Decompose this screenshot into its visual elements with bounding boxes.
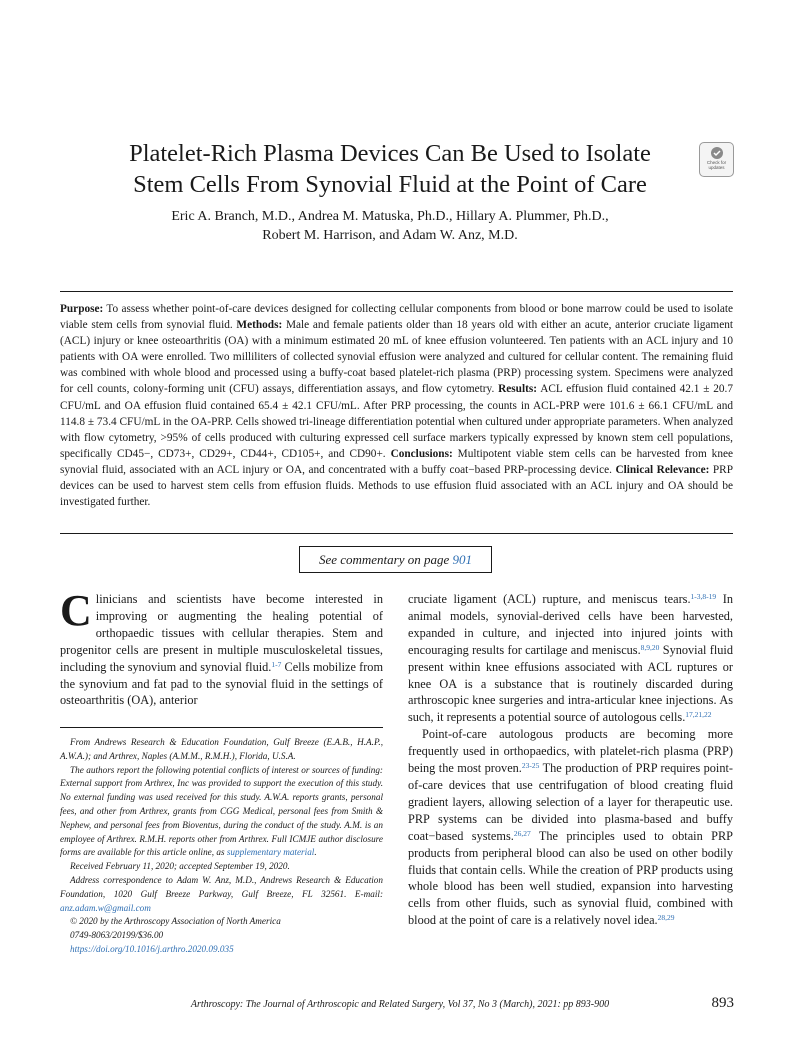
check-for-updates-badge[interactable] [699,142,734,177]
results-label: Results: [498,383,538,396]
correspondence-note [60,874,383,915]
citation-link[interactable]: 23-25 [521,761,540,771]
relevance-text: PRP devices can be used to harvest stem cells from effusion fluids. Methods to use effusion fluid associated with an ACL injury and OA should be investigated further. [60,463,733,509]
results-text: ACL effusion fluid contained 42.1 ± 20.7 CFU/mL and OA effusion fluid contained 65.4 ± 42.1 CFU/mL. After PRP processing, the counts in ACL-PRP were 101.6 ± 66.1 CFU/mL and 114.8 ± 73.4 CFU/mL in the OA-PRP. Cells showed tri-lineage differentiation potential when cultured under appropriate parameters. When analyzed with flow cytometry, >95% of cells produced with culturing expressed cell surface markers typically expressed by known stem cell populations, specifically CD45−, CD73+, CD29+, CD44+, CD105+, and CD90+. [60,383,734,460]
author-list [100,207,680,245]
abstract-bottom-rule [60,533,733,534]
intro-text-2: In animal models, synovial-derived cells have been harvested, expanded in culture, and injected into injured joints with encouraging results for cartilage and meniscus. [408,592,733,657]
footnotes [60,736,383,957]
footnote-rule [60,727,383,728]
intro-paragraph-1-cont: Cells mobilize from the synovium and fat pad to the synovial fluid in the settings of osteoarthritis (OA), anterior [60,659,384,708]
purpose-text: To assess whether point-of-care devices designed for collecting cellular components from blood or bone marrow could be used to isolate viable stem cells from synovial fluid. [60,303,733,332]
commentary-box [299,546,492,573]
commentary-text: See commentary on page [318,552,453,567]
conflict-note: The authors report the following potential conflicts of interest or sources of funding: External support from Arthrex, Inc was provided to support the execution of this study. No external funding was used received for this study. A.W.A. reports grants, personal fees, and other from Arthrex, grants from CGG Medical, personal fees from Smith & Nephew, and personal fees from Bioventus, during the conduct of the study. A.M. is an employee of Arthrex. R.M.H. reports other from Arthrex. Full ICMJE author disclosure forms are available for this article online, as supplementary material. [60,764,383,858]
conflict-text: The authors report the following potential conflicts of interest or sources of funding: External support from Arthrex, Inc was provided to support the execution of this study. No external funding was used received for this study. A.W.A. reports grants, personal fees, and other from Arthrex, grants from CGG Medical, personal fees from Smith & Nephew, and personal fees from Bioventus, during the conduct of the study. A.M. is an employee of Arthrex. R.M.H. reports other from Arthrex. Full ICMJE author disclosure forms are available for this article online, as [60,764,383,858]
citation-link[interactable]: 1-7 [271,659,282,669]
citation-link[interactable]: 28,29 [657,913,675,923]
supplementary-material-link[interactable]: supplementary material [226,847,315,858]
abstract-top-rule [60,291,733,292]
copyright-note: © 2020 by the Arthroscopy Association of North America [70,916,281,927]
badge-text-2: updates [708,165,725,170]
relevance-label: Clinical Relevance: [615,463,710,476]
doi-link[interactable]: https://doi.org/10.1016/j.arthro.2020.09.035 [70,943,234,954]
body-column-left [60,586,384,709]
citation-link[interactable]: 8,9,20 [640,642,660,652]
article-title [100,138,680,200]
email-link[interactable]: anz.adam.w@gmail.com [60,902,151,913]
journal-footer: Arthroscopy: The Journal of Arthroscopic and Related Surgery, Vol 37, No 3 (March), 2021: pp 893-900 [190,999,610,1010]
commentary-page-link[interactable]: 901 [452,552,473,567]
affiliation-note: From Andrews Research & Education Foundation, Gulf Breeze (E.A.B., H.A.P., A.W.A.); and Arthrex, Naples (A.M.M., R.M.H.), Florida, U.S.A. [60,737,383,761]
abstract [60,301,733,510]
intro-text-6: The principles used to obtain PRP products from peripheral blood can also be used on other bodily fluids that contain cells. While the creation of PRP products using whole blood has been well studied, expansion into harvesting cells from other fluids, such as synovial fluid, combined with blood at the point of care is a relatively novel idea. [408,828,733,928]
intro-text-1: cruciate ligament (ACL) rupture, and meniscus tears. [408,592,691,606]
conclusions-text: Multipotent viable stem cells can be harvested from knee synovial fluid, associated with an ACL injury or OA, and concentrated with a buffy coat−based PRP-processing device. [60,447,733,476]
intro-text-5: The production of PRP requires point-of-care devices that use centrifugation of blood creating fluid gradient layers, allowing selection of a layer for therapeutic use. PRP systems can be divided into plasma-based and buffy coat−based systems. [408,761,734,843]
title-line-1: Platelet-Rich Plasma Devices Can Be Used to Isolate [129,140,651,167]
citation-link[interactable]: 26,27 [513,828,531,838]
drop-cap: C [60,586,92,635]
intro-text-4: Point-of-care autologous products are becoming more frequently used in orthopaedics, with platelet-rich plasma (PRP) being the most proven. [408,727,733,776]
page-number: 893 [711,995,734,1011]
address-text: Address correspondence to Adam W. Anz, M.D., Andrews Research & Education Foundation, 1020 Gulf Breeze Parkway, Gulf Breeze, FL 32561. E-mail: [60,874,383,899]
received-note: Received February 11, 2020; accepted September 19, 2020. [70,861,290,872]
citation-link[interactable]: 1-3,8-19 [690,592,717,601]
citation-link[interactable]: 17,21,22 [685,710,712,720]
intro-paragraph-1: linicians and scientists have become interested in improving or augmenting the healing potential of orthopaedic tissues with cellular therapies. Stem and progenitor cells are present in multiple musculoskeletal tissues, including the synovium and synovial fluid. [60,592,383,674]
issn-note: 0749-8063/20199/$36.00 [70,930,164,941]
intro-text-3: Synovial fluid present within knee effusions associated with ACL ruptures or knee OA is a substance that is routinely discarded during arthroscopic knee surgeries and intra-articular knee injections. As such, it represents a potential source of autologous cells. [408,642,733,725]
title-line-2: Stem Cells From Synovial Fluid at the Point of Care [133,171,647,198]
purpose-label: Purpose: [60,303,104,315]
authors-line-1: Eric A. Branch, M.D., Andrea M. Matuska, Ph.D., Hillary A. Plummer, Ph.D., [171,209,609,224]
authors-line-2: Robert M. Harrison, and Adam W. Anz, M.D. [262,228,518,243]
methods-text: Male and female patients older than 18 years old with either an acute, anterior cruciate ligament (ACL) injury or knee osteoarthritis (OA) with a minimum estimated 20 mL of knee effusion volunteered. Ten patients with an ACL injury and 10 patients with OA were enrolled. Two milliliters of collected synovial effusion were analyzed and cultured for cellular content. The remaining fluid was combined with whole blood and processed using a buffy-coat based platelet-rich plasma (PRP) processing system. Specimens were analyzed for cell counts, colony-forming unit (CFU) assays, differentiation assays, and flow cytometry. [60,319,734,396]
update-check-icon [709,146,725,160]
conclusions-label: Conclusions: [390,447,453,460]
methods-label: Methods: [236,319,283,332]
badge-text-1: Check for [706,160,727,165]
body-column-right [408,591,733,929]
